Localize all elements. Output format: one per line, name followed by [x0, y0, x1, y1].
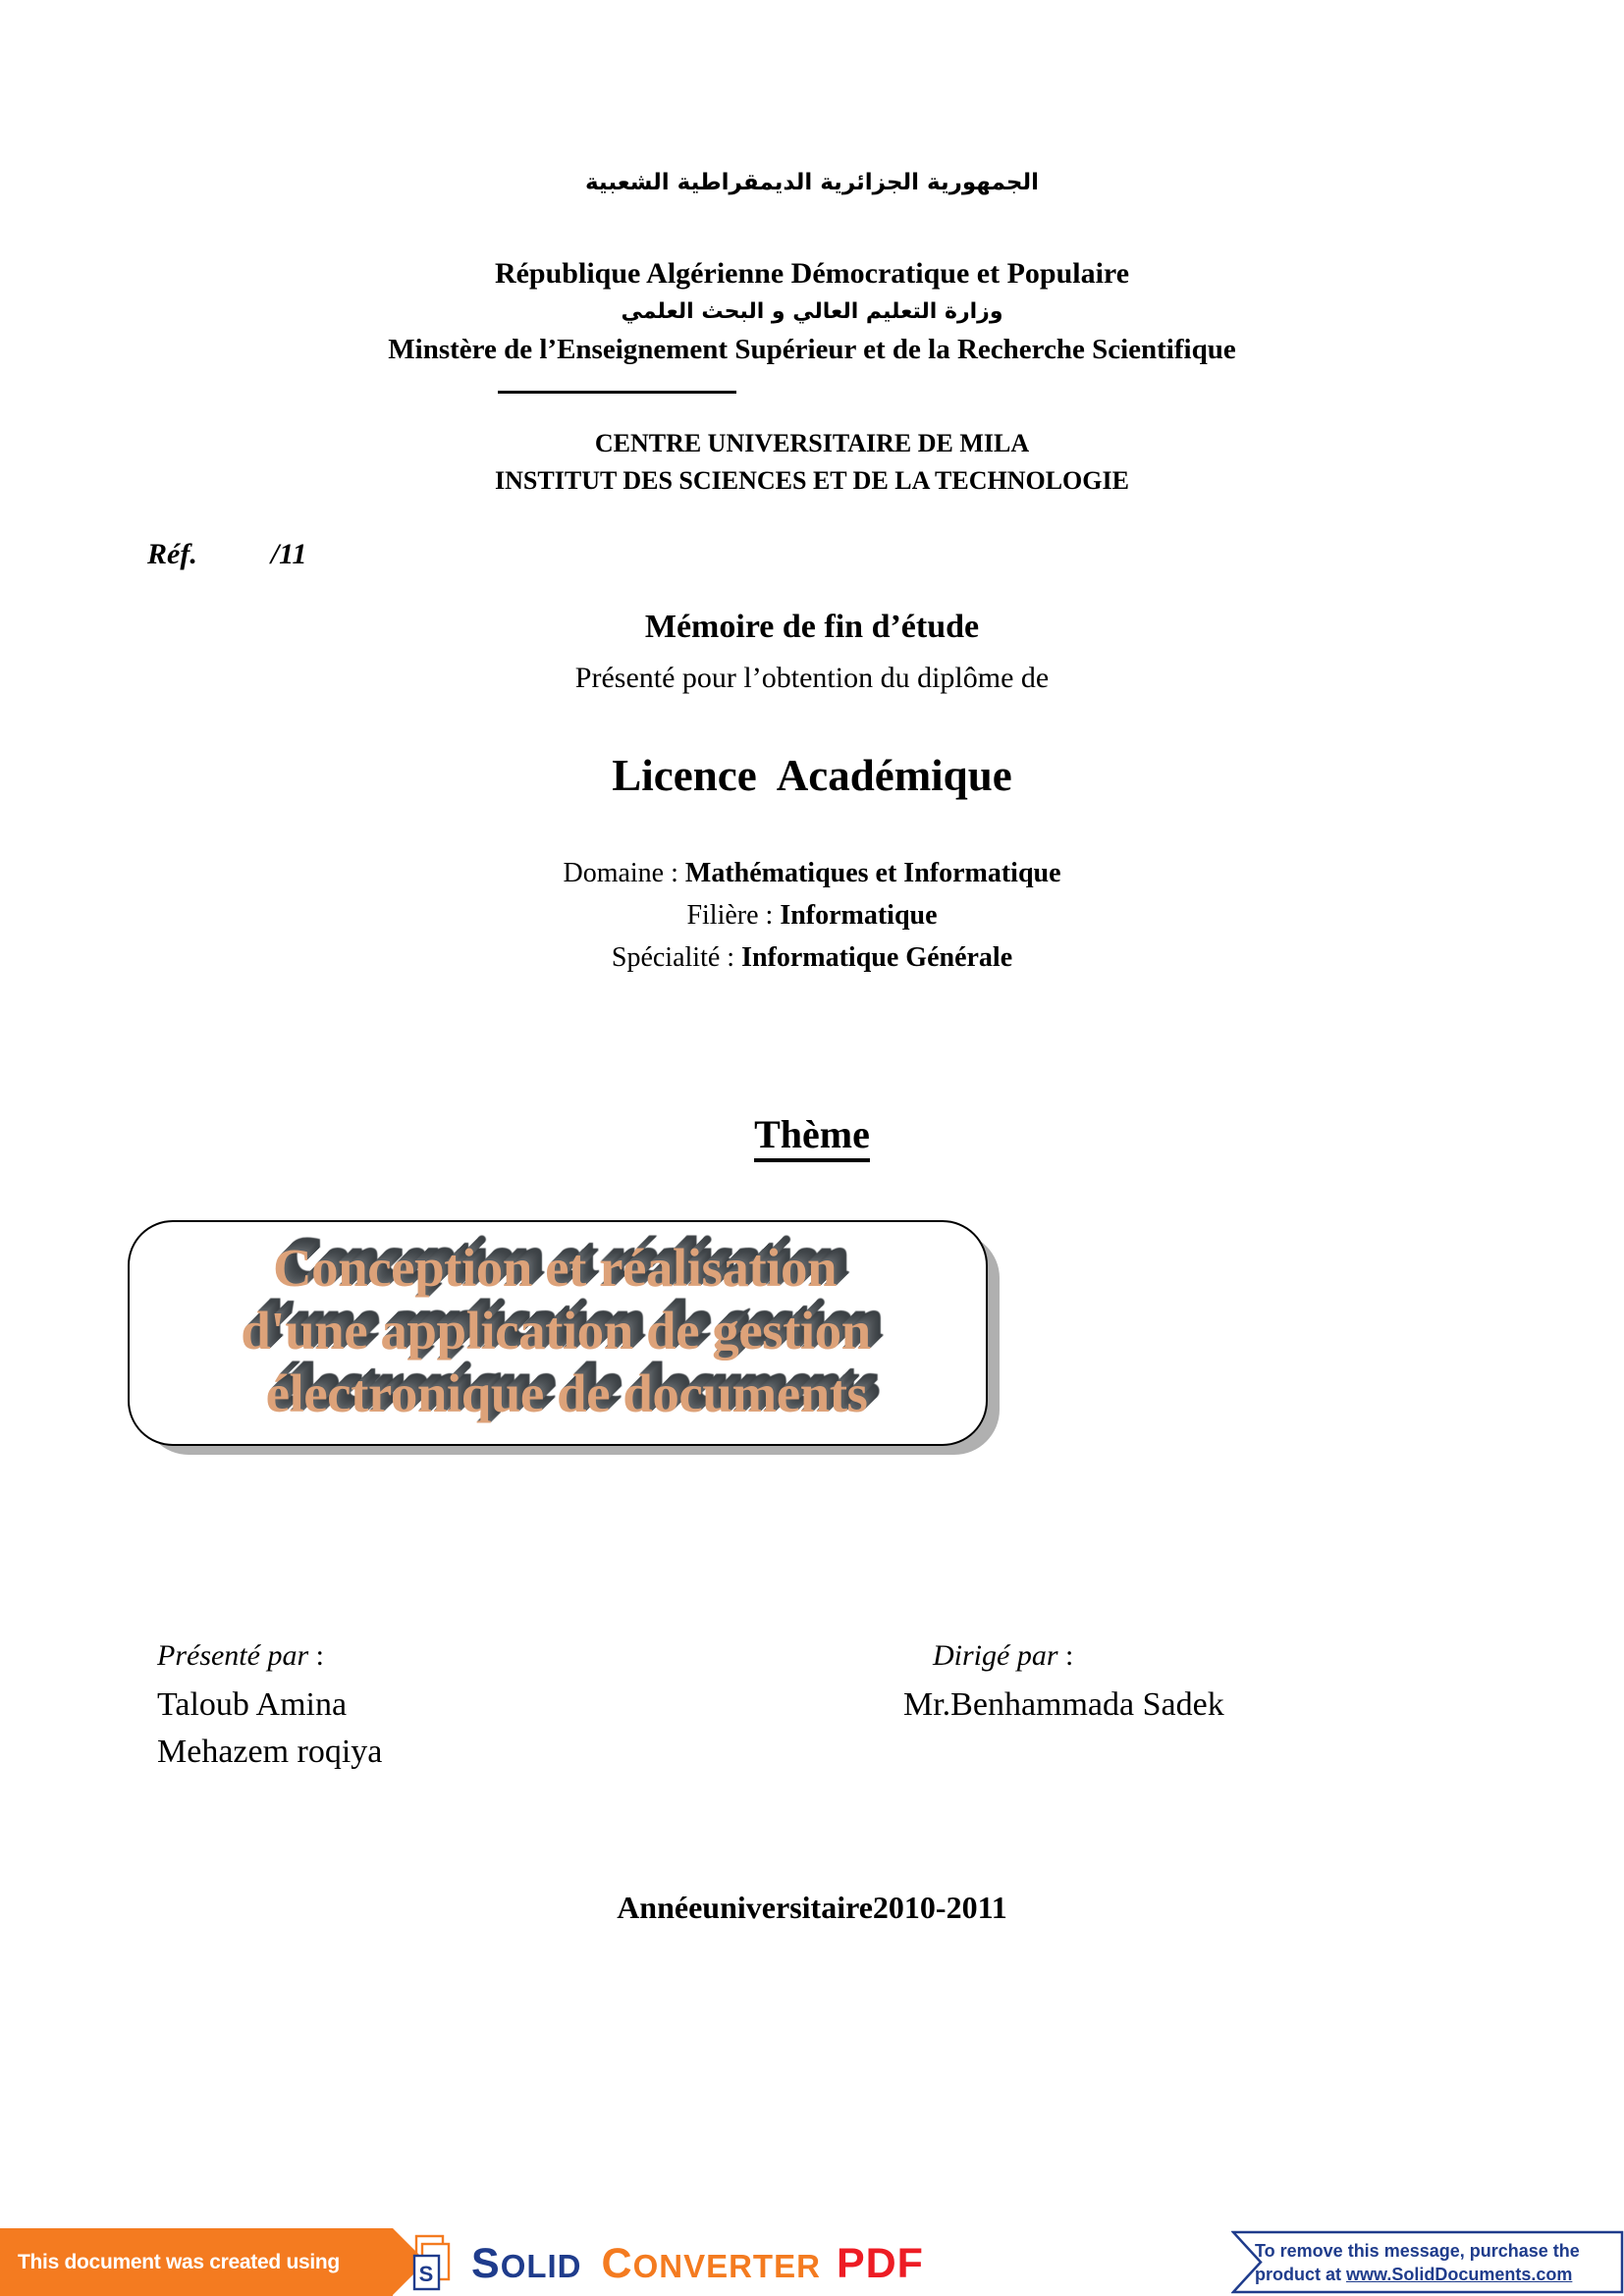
supervisor-name: Mr.Benhammada Sadek: [903, 1686, 1224, 1723]
program-filiere: [0, 894, 1624, 936]
program-specialite: [0, 936, 1624, 979]
svg-text:S: S: [418, 2262, 434, 2286]
supervised-by-colon: :: [1057, 1639, 1074, 1672]
theme-title-line-3: électronique de documents: [265, 1363, 868, 1423]
header-university-centre: CENTRE UNIVERSITAIRE DE MILA: [594, 429, 1030, 457]
theme-title-box: [128, 1220, 988, 1446]
header-arabic-republic: الجمهورية الجزائرية الديمقراطية الشعبية: [584, 170, 1040, 195]
solid-converter-pdf-wordmark: [471, 2236, 924, 2291]
presented-by-label: [157, 1639, 324, 1673]
presented-by-colon: :: [308, 1639, 324, 1672]
footer-right-callout[interactable]: [1231, 2230, 1624, 2294]
solid-documents-logo-icon: [412, 2234, 458, 2291]
header-arabic-ministry: وزارة التعليم العالي و البحث العلمي: [621, 299, 1003, 324]
theme-heading-label: Thème: [754, 1112, 870, 1162]
student-name-2: Mehazem roqiya: [157, 1734, 383, 1770]
theme-title-line-1: Conception et réalisation: [272, 1238, 838, 1298]
brand-solid: [471, 2240, 582, 2288]
footer-created-using-text: This document was created using: [18, 2250, 340, 2273]
memoire-title: Mémoire de fin d’étude: [644, 609, 980, 645]
program-domain-value: Mathématiques et Informatique: [684, 858, 1061, 888]
header-divider: [498, 391, 736, 394]
degree-title: Licence Académique: [612, 751, 1012, 800]
brand-solid-cap: S: [471, 2239, 501, 2287]
program-details: [0, 852, 1624, 979]
brand-converter: [602, 2240, 821, 2288]
footer-purchase-line-1: To remove this message, purchase the: [1255, 2241, 1580, 2261]
program-filiere-label: Filière :: [686, 900, 781, 931]
theme-title-line-2: d'une application de gestion: [241, 1301, 871, 1361]
brand-solid-rest: OLID: [500, 2247, 582, 2284]
program-specialite-value: Informatique Générale: [741, 942, 1013, 973]
supervised-by-label: [933, 1639, 1073, 1673]
brand-converter-rest: ONVERTER: [632, 2247, 821, 2284]
footer-purchase-message: [1255, 2239, 1616, 2286]
people-labels-row: [0, 1639, 1624, 1679]
supervised-by-text: Dirigé par: [933, 1639, 1058, 1672]
brand-converter-cap: C: [601, 2239, 633, 2287]
footer-left-chevron: [0, 2228, 393, 2296]
theme-heading: [0, 1111, 1624, 1157]
footer-purchase-prefix: product at: [1255, 2265, 1346, 2284]
student-name-1: Taloub Amina: [157, 1686, 348, 1723]
header-french-ministry: Minstère de l’Enseignement Supérieur et de la Recherche Scientifique: [388, 334, 1236, 365]
memoire-subtitle: Présenté pour l’obtention du diplôme de: [574, 662, 1050, 694]
brand-pdf: PDF: [836, 2239, 924, 2287]
header-french-republic: République Algérienne Démocratique et Populaire: [494, 257, 1130, 290]
program-domain: [0, 852, 1624, 894]
header-institute: INSTITUT DES SCIENCES ET DE LA TECHNOLOGIE: [495, 466, 1129, 495]
solid-documents-url[interactable]: www.SolidDocuments.com: [1346, 2265, 1573, 2284]
academic-year: Annéeuniversitaire2010-2011: [617, 1890, 1007, 1925]
program-domain-label: Domaine :: [563, 858, 685, 888]
solid-converter-footer-banner: [0, 2228, 1624, 2296]
footer-purchase-line-2: [1255, 2263, 1616, 2286]
reference-line: Réf. /11: [147, 538, 307, 570]
program-specialite-label: Spécialité :: [611, 942, 742, 973]
presented-by-text: Présenté par: [157, 1639, 309, 1672]
program-filiere-value: Informatique: [780, 900, 938, 931]
